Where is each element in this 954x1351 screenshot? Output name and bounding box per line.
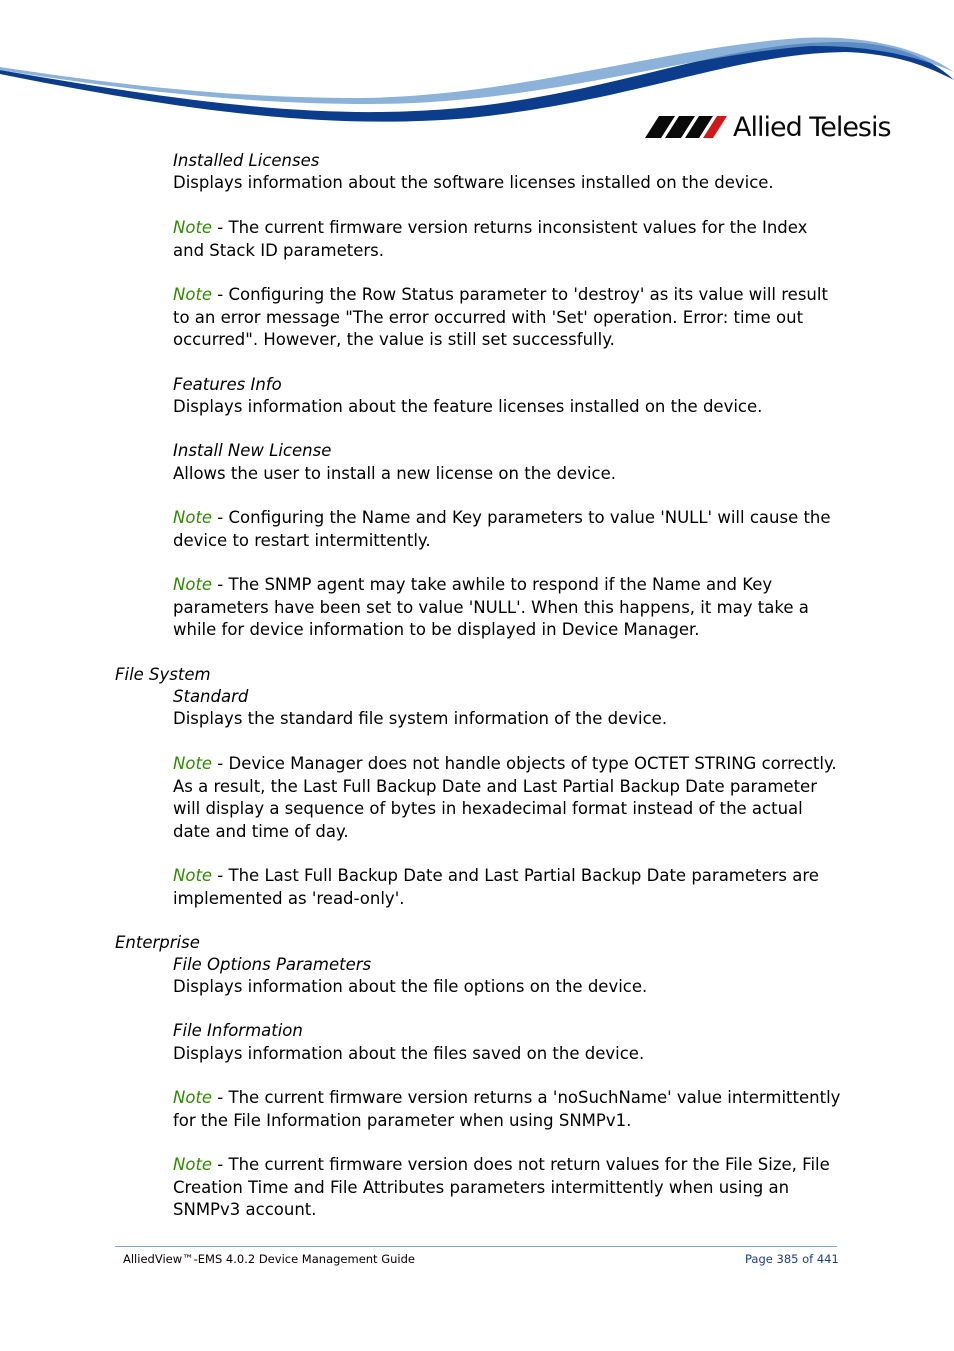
note-label: Note [173, 1088, 213, 1107]
note-paragraph [173, 1087, 843, 1132]
note-text: - The current firmware version does not return values for the File Size, File Creation Time and File Attributes parameters intermittently when using an SNMPv3 account. [173, 1155, 830, 1219]
note-label: Note [173, 218, 213, 237]
subsection-heading: Install New License [173, 441, 332, 460]
note-label: Note [173, 575, 213, 594]
note-text: - The current firmware version returns inconsistent values for the Index and Stack ID parameters. [173, 218, 808, 260]
note-label: Note [173, 285, 213, 304]
paragraph: Displays information about the files saved on the device. [173, 1044, 645, 1063]
paragraph: Displays the standard file system information of the device. [173, 709, 668, 728]
note-paragraph [173, 753, 843, 843]
logo-mark-icon [645, 110, 727, 146]
note-text: - The current firmware version returns a 'noSuchName' value intermittently for the File Information parameter when using SNMPv1. [173, 1088, 841, 1130]
note-text: - Configuring the Name and Key parameters to value 'NULL' will cause the device to restart intermittently. [173, 508, 831, 550]
note-text: - The SNMP agent may take awhile to respond if the Name and Key parameters have been set to value 'NULL'. When this happens, it may take a while for device information to be displayed in Device Manager. [173, 575, 809, 639]
subsection-heading: Standard [173, 687, 249, 706]
section-heading: Enterprise [115, 933, 200, 952]
footer-page-number: Page 385 of 441 [745, 1252, 839, 1266]
note-paragraph [173, 284, 843, 352]
section-heading: File System [115, 665, 211, 684]
subsection-heading: File Options Parameters [173, 955, 372, 974]
note-label: Note [173, 508, 213, 527]
paragraph: Displays information about the software licenses installed on the device. [173, 173, 774, 192]
subsection-heading: File Information [173, 1021, 303, 1040]
note-text: - Device Manager does not handle objects of type OCTET STRING correctly. As a result, the Last Full Backup Date and Last Partial Backup Date parameter will display a sequence of bytes in hexadecimal format instead of the actual date and time of day. [173, 754, 837, 841]
note-paragraph [173, 1154, 843, 1222]
note-paragraph [173, 217, 843, 262]
note-paragraph [173, 574, 843, 642]
subsection-heading: Installed Licenses [173, 151, 320, 170]
footer-divider [115, 1246, 837, 1247]
allied-telesis-logo [645, 110, 905, 146]
note-label: Note [173, 754, 213, 773]
note-paragraph [173, 865, 843, 910]
note-text: - The Last Full Backup Date and Last Partial Backup Date parameters are implemented as 'read-only'. [173, 866, 819, 908]
subsection-heading: Features Info [173, 375, 282, 394]
paragraph: Displays information about the feature licenses installed on the device. [173, 397, 763, 416]
note-paragraph [173, 507, 843, 552]
logo-wordmark: Allied Telesis [733, 112, 891, 143]
note-label: Note [173, 1155, 213, 1174]
note-label: Note [173, 866, 213, 885]
note-text: - Configuring the Row Status parameter to 'destroy' as its value will result to an error message "The error occurred with 'Set' operation. Error: time out occurred". However, the value is still set successfully. [173, 285, 828, 349]
paragraph: Displays information about the file options on the device. [173, 977, 648, 996]
paragraph: Allows the user to install a new license on the device. [173, 464, 616, 483]
footer-doc-title: AlliedView™-EMS 4.0.2 Device Management Guide [123, 1252, 415, 1266]
